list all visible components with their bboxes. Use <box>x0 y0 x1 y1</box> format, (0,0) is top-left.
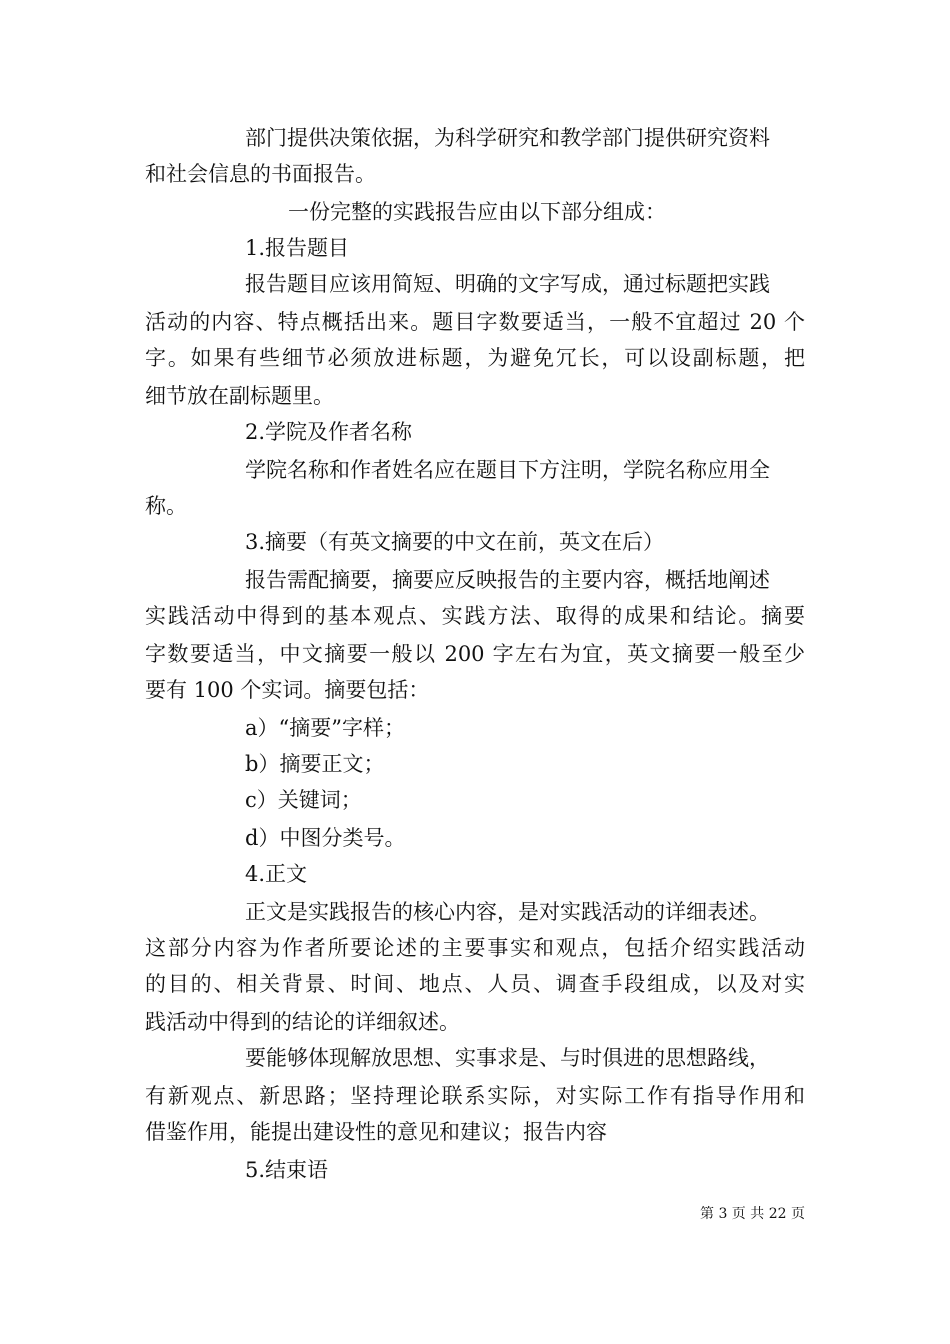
list-item: c）关键词； <box>245 788 362 812</box>
text-line: 报告需配摘要，摘要应反映报告的主要内容，概括地阐述 <box>245 568 770 592</box>
list-item: b）摘要正文； <box>245 752 385 776</box>
list-item: d）中图分类号。 <box>245 826 406 850</box>
section-heading: 3.摘要（有英文摘要的中文在前，英文在后） <box>245 530 665 554</box>
text-line: 字数要适当，中文摘要一般以 200 字左右为宜，英文摘要一般至少 <box>145 642 805 666</box>
text-line: 活动的内容、特点概括出来。题目字数要适当，一般不宜超过 20 个 <box>145 310 805 334</box>
text-line: 借鉴作用，能提出建设性的意见和建议；报告内容 <box>145 1120 607 1144</box>
section-heading: 2.学院及作者名称 <box>245 420 413 444</box>
text-line: 字。如果有些细节必须放进标题，为避免冗长，可以设副标题，把 <box>145 346 805 370</box>
text-line: 和社会信息的书面报告。 <box>145 162 376 186</box>
section-heading: 1.报告题目 <box>245 236 350 260</box>
text-line: 的目的、相关背景、时间、地点、人员、调查手段组成，以及对实 <box>145 972 805 996</box>
text-line: 学院名称和作者姓名应在题目下方注明，学院名称应用全 <box>245 458 770 482</box>
list-item: a）“摘要”字样； <box>245 716 405 740</box>
text-line: 一份完整的实践报告应由以下部分组成： <box>288 200 666 224</box>
text-line: 这部分内容为作者所要论述的主要事实和观点，包括介绍实践活动 <box>145 936 805 960</box>
text-line: 实践活动中得到的基本观点、实践方法、取得的成果和结论。摘要 <box>145 604 805 628</box>
text-line: 报告题目应该用简短、明确的文字写成，通过标题把实践 <box>245 272 770 296</box>
text-line: 正文是实践报告的核心内容，是对实践活动的详细表述。 <box>245 900 770 924</box>
text-line: 践活动中得到的结论的详细叙述。 <box>145 1010 460 1034</box>
page-number-footer: 第 3 页 共 22 页 <box>700 1206 805 1222</box>
text-line: 有新观点、新思路；坚持理论联系实际，对实际工作有指导作用和 <box>145 1084 805 1108</box>
section-heading: 5.结束语 <box>245 1158 329 1182</box>
text-line: 部门提供决策依据，为科学研究和教学部门提供研究资料 <box>245 126 770 150</box>
text-line: 要有 100 个实词。摘要包括： <box>145 678 430 702</box>
text-line: 要能够体现解放思想、实事求是、与时俱进的思想路线， <box>245 1046 770 1070</box>
text-line: 细节放在副标题里。 <box>145 384 334 408</box>
section-heading: 4.正文 <box>245 862 308 886</box>
text-line: 称。 <box>145 494 187 518</box>
